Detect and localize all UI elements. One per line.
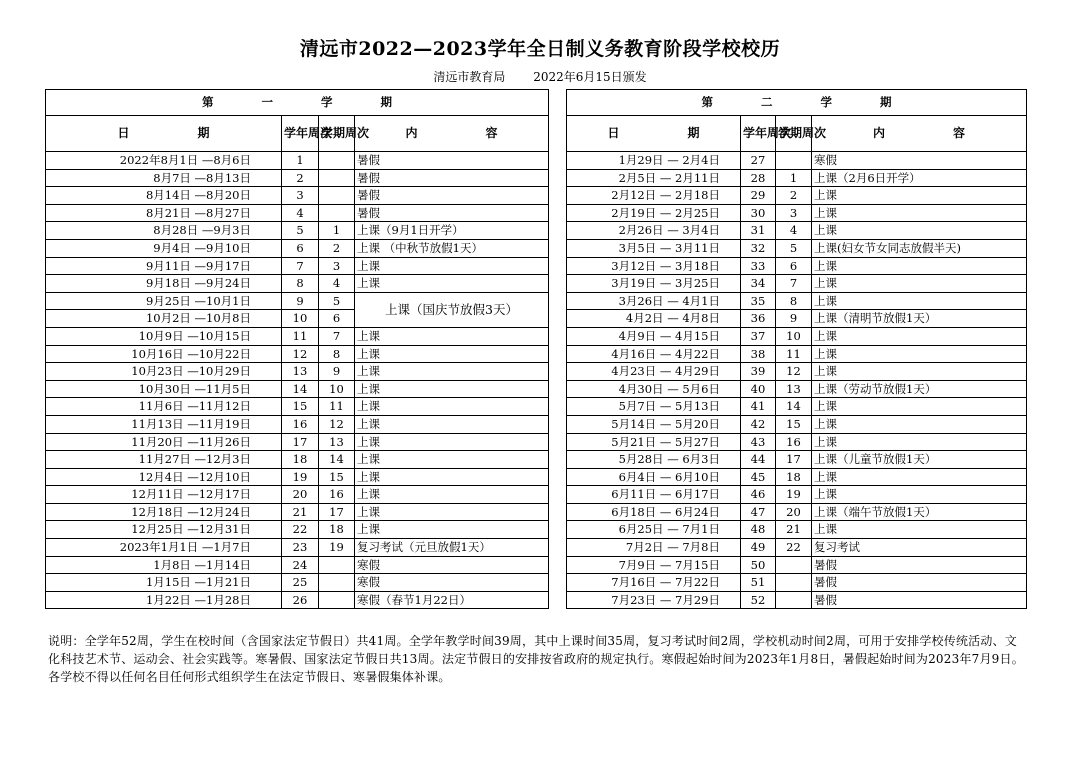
week-content: 上课 [812, 204, 1027, 222]
week-date-range: 6月25日 — 7月1日 [567, 521, 741, 539]
school-week-number: 13 [282, 363, 319, 381]
week-content: 上课（清明节放假1天） [812, 310, 1027, 328]
term-week-number: 13 [776, 380, 812, 398]
term-week-number [319, 591, 355, 609]
term-week-number: 22 [776, 539, 812, 557]
school-week-header: 学年周次 [741, 116, 776, 152]
week-date-range: 11月20日 —11月26日 [46, 433, 282, 451]
term-week-number: 5 [319, 292, 355, 310]
term-week-number [319, 169, 355, 187]
term-week-number: 6 [319, 310, 355, 328]
week-content: 上课 [355, 257, 549, 275]
week-date-range: 1月22日 —1月28日 [46, 591, 282, 609]
calendar-row [567, 169, 1027, 187]
calendar-row [46, 591, 549, 609]
week-content: 复习考试 [812, 539, 1027, 557]
week-content: 上课 [355, 468, 549, 486]
term-week-number: 12 [776, 363, 812, 381]
calendar-row [46, 539, 549, 557]
term-week-number [776, 591, 812, 609]
calendar-row [567, 503, 1027, 521]
school-week-number: 27 [741, 152, 776, 170]
week-content: 上课 [355, 415, 549, 433]
school-week-number: 22 [282, 521, 319, 539]
calendar-row [46, 574, 549, 592]
week-content: 上课 [812, 521, 1027, 539]
calendar-row [46, 503, 549, 521]
week-date-range: 6月11日 — 6月17日 [567, 486, 741, 504]
term-week-number: 14 [319, 451, 355, 469]
term-week-number: 16 [319, 486, 355, 504]
calendar-row [46, 398, 549, 416]
calendar-row [46, 345, 549, 363]
week-date-range: 8月21日 —8月27日 [46, 204, 282, 222]
calendar-row [567, 486, 1027, 504]
week-content: 寒假 [355, 574, 549, 592]
term-week-number [776, 152, 812, 170]
school-week-number: 50 [741, 556, 776, 574]
school-week-number: 38 [741, 345, 776, 363]
school-week-number: 51 [741, 574, 776, 592]
school-week-number: 17 [282, 433, 319, 451]
calendar-row [567, 292, 1027, 310]
week-content: 上课（2月6日开学） [812, 169, 1027, 187]
school-week-number: 7 [282, 257, 319, 275]
calendar-row [567, 239, 1027, 257]
week-content: 上课 [812, 468, 1027, 486]
week-date-range: 5月7日 — 5月13日 [567, 398, 741, 416]
term-week-number: 2 [319, 239, 355, 257]
school-week-number: 15 [282, 398, 319, 416]
calendar-row [567, 415, 1027, 433]
week-content: 上课(妇女节女同志放假半天) [812, 239, 1027, 257]
term-week-number: 3 [319, 257, 355, 275]
week-content: 上课（端午节放假1天） [812, 503, 1027, 521]
week-content: 上课 [812, 415, 1027, 433]
term-week-number: 11 [319, 398, 355, 416]
calendar-row [567, 556, 1027, 574]
term-week-number: 7 [776, 275, 812, 293]
week-date-range: 4月9日 — 4月15日 [567, 327, 741, 345]
calendar-row [46, 433, 549, 451]
week-content: 寒假 [355, 556, 549, 574]
school-week-number: 18 [282, 451, 319, 469]
calendar-row [567, 275, 1027, 293]
week-content: 上课 [355, 433, 549, 451]
week-date-range: 9月25日 —10月1日 [46, 292, 282, 310]
week-date-range: 1月29日 — 2月4日 [567, 152, 741, 170]
term2-title: 第二学期 [567, 90, 1027, 116]
week-date-range: 8月28日 —9月3日 [46, 222, 282, 240]
calendar-row [567, 310, 1027, 328]
term-week-number [319, 152, 355, 170]
week-date-range: 9月18日 —9月24日 [46, 275, 282, 293]
calendar-row [567, 468, 1027, 486]
calendar-row [567, 591, 1027, 609]
week-date-range: 9月4日 —9月10日 [46, 239, 282, 257]
term-week-number: 2 [776, 187, 812, 205]
school-week-number: 39 [741, 363, 776, 381]
week-date-range: 2月5日 — 2月11日 [567, 169, 741, 187]
week-content: 上课 [355, 451, 549, 469]
week-date-range: 7月16日 — 7月22日 [567, 574, 741, 592]
school-week-number: 5 [282, 222, 319, 240]
term-week-number [776, 574, 812, 592]
calendar-row [567, 204, 1027, 222]
week-content: 上课 [355, 345, 549, 363]
calendar-row [46, 257, 549, 275]
page-title: 清远市2022—2023学年全日制义务教育阶段学校校历 [299, 38, 781, 60]
week-content: 寒假 [812, 152, 1027, 170]
week-content: 上课 [812, 187, 1027, 205]
school-week-number: 2 [282, 169, 319, 187]
term-week-number: 1 [776, 169, 812, 187]
calendar-row [567, 574, 1027, 592]
calendar-row [46, 486, 549, 504]
calendar-row [567, 433, 1027, 451]
term2-table [566, 89, 1027, 609]
school-week-number: 41 [741, 398, 776, 416]
week-date-range: 2月19日 — 2月25日 [567, 204, 741, 222]
school-week-number: 14 [282, 380, 319, 398]
term-week-number: 13 [319, 433, 355, 451]
school-week-number: 37 [741, 327, 776, 345]
school-week-number: 16 [282, 415, 319, 433]
calendar-row [567, 398, 1027, 416]
term-week-number: 9 [319, 363, 355, 381]
school-week-number: 10 [282, 310, 319, 328]
week-content: 暑假 [355, 169, 549, 187]
week-content: 上课 [355, 486, 549, 504]
calendar-row [46, 363, 549, 381]
week-date-range: 5月28日 — 6月3日 [567, 451, 741, 469]
school-week-number: 25 [282, 574, 319, 592]
week-date-range: 5月21日 — 5月27日 [567, 433, 741, 451]
week-date-range: 2022年8月1日 —8月6日 [46, 152, 282, 170]
school-week-number: 9 [282, 292, 319, 310]
school-week-number: 11 [282, 327, 319, 345]
school-week-number: 1 [282, 152, 319, 170]
week-date-range: 8月7日 —8月13日 [46, 169, 282, 187]
term-week-number: 21 [776, 521, 812, 539]
week-date-range: 9月11日 —9月17日 [46, 257, 282, 275]
term-week-number: 3 [776, 204, 812, 222]
week-date-range: 12月18日 —12月24日 [46, 503, 282, 521]
calendar-row [46, 556, 549, 574]
school-week-number: 24 [282, 556, 319, 574]
week-date-range: 6月4日 — 6月10日 [567, 468, 741, 486]
calendar-row [46, 327, 549, 345]
week-date-range: 3月26日 — 4月1日 [567, 292, 741, 310]
calendar-row [567, 451, 1027, 469]
week-date-range: 3月19日 — 3月25日 [567, 275, 741, 293]
issuer: 清远市教育局 [433, 70, 506, 84]
school-week-number: 34 [741, 275, 776, 293]
calendar-row [46, 187, 549, 205]
term-week-number: 19 [776, 486, 812, 504]
term1-title: 第一学期 [46, 90, 549, 116]
term-week-number: 4 [319, 275, 355, 293]
school-week-number: 47 [741, 503, 776, 521]
calendar-row [46, 451, 549, 469]
school-week-number: 52 [741, 591, 776, 609]
term-week-header: 学期周次 [319, 116, 355, 152]
week-date-range: 10月9日 —10月15日 [46, 327, 282, 345]
week-content: 暑假 [355, 204, 549, 222]
calendar-row [46, 380, 549, 398]
week-content: 上课 [812, 275, 1027, 293]
term-week-number: 16 [776, 433, 812, 451]
week-content: 上课（儿童节放假1天） [812, 451, 1027, 469]
term-week-number: 7 [319, 327, 355, 345]
week-date-range: 11月13日 —11月19日 [46, 415, 282, 433]
term2-body [567, 152, 1027, 609]
term-week-number: 18 [319, 521, 355, 539]
calendar-row [46, 275, 549, 293]
week-content: 上课 [355, 521, 549, 539]
week-date-range: 10月16日 —10月22日 [46, 345, 282, 363]
school-week-number: 42 [741, 415, 776, 433]
term-week-number: 11 [776, 345, 812, 363]
calendar-row [567, 257, 1027, 275]
week-date-range: 5月14日 — 5月20日 [567, 415, 741, 433]
term-week-number [319, 556, 355, 574]
date-header: 日 期 [46, 116, 282, 152]
school-week-number: 48 [741, 521, 776, 539]
term1-body [46, 152, 549, 609]
week-date-range: 7月2日 — 7月8日 [567, 539, 741, 557]
week-content: 上课 [812, 292, 1027, 310]
week-date-range: 12月25日 —12月31日 [46, 521, 282, 539]
week-content: 暑假 [812, 556, 1027, 574]
week-content: 上课 [812, 433, 1027, 451]
calendar-row [567, 345, 1027, 363]
school-week-number: 49 [741, 539, 776, 557]
week-date-range: 10月23日 —10月29日 [46, 363, 282, 381]
calendar-row [567, 521, 1027, 539]
calendar-row [567, 327, 1027, 345]
calendar-row [567, 363, 1027, 381]
week-date-range: 7月9日 — 7月15日 [567, 556, 741, 574]
term-week-number: 5 [776, 239, 812, 257]
school-week-number: 8 [282, 275, 319, 293]
term-week-number: 18 [776, 468, 812, 486]
calendar-row [567, 222, 1027, 240]
school-week-number: 6 [282, 239, 319, 257]
term-week-number: 9 [776, 310, 812, 328]
week-content: 上课 [355, 275, 549, 293]
week-content: 上课 [355, 398, 549, 416]
week-content: 上课 [812, 257, 1027, 275]
school-week-number: 45 [741, 468, 776, 486]
term-week-number: 1 [319, 222, 355, 240]
week-content: 上课（劳动节放假1天） [812, 380, 1027, 398]
term-week-number: 8 [319, 345, 355, 363]
week-content: 上课 [812, 345, 1027, 363]
term-week-header: 学期周次 [776, 116, 812, 152]
term-week-number [319, 574, 355, 592]
calendar-row [567, 187, 1027, 205]
calendar-row [567, 539, 1027, 557]
term-week-number: 6 [776, 257, 812, 275]
week-content: 暑假 [355, 152, 549, 170]
calendar-row [46, 292, 549, 310]
week-date-range: 1月15日 —1月21日 [46, 574, 282, 592]
school-week-number: 35 [741, 292, 776, 310]
week-content: 上课 [812, 222, 1027, 240]
school-week-number: 29 [741, 187, 776, 205]
term-week-number: 15 [776, 415, 812, 433]
week-date-range: 7月23日 — 7月29日 [567, 591, 741, 609]
school-week-number: 20 [282, 486, 319, 504]
week-content: 上课 （中秋节放假1天） [355, 239, 549, 257]
term-week-number: 20 [776, 503, 812, 521]
term-week-number: 17 [776, 451, 812, 469]
week-date-range: 2023年1月1日 —1月7日 [46, 539, 282, 557]
week-content: 暑假 [355, 187, 549, 205]
school-week-number: 31 [741, 222, 776, 240]
week-date-range: 1月8日 —1月14日 [46, 556, 282, 574]
explanation-note: 说明：全学年52周，学生在校时间（含国家法定节假日）共41周。全学年教学时间39周，其中上课时间35周，复习考试时间2周，学校机动时间2周，可用于安排学校传统活动、文化科技艺术节、运动会、社会实践等。寒暑假、国家法定节假日共13周。法定节假日的安排按省政府的规定执行。寒假起始时间为2023年1月8日，暑假起始时间为2023年7月9日。各学校不得以任何名目任何形式组织学生在法定节假日、寒暑假集体补课。 [48, 634, 1024, 684]
school-week-number: 46 [741, 486, 776, 504]
date-header: 日 期 [567, 116, 741, 152]
term1-table [45, 89, 549, 609]
term-week-number: 10 [319, 380, 355, 398]
calendar-row [46, 204, 549, 222]
school-week-number: 33 [741, 257, 776, 275]
school-week-number: 3 [282, 187, 319, 205]
school-week-number: 28 [741, 169, 776, 187]
content-header: 内 容 [355, 116, 549, 152]
calendar-row [567, 380, 1027, 398]
school-week-number: 12 [282, 345, 319, 363]
school-week-number: 21 [282, 503, 319, 521]
calendar-row [46, 222, 549, 240]
week-content: 暑假 [812, 591, 1027, 609]
term-week-number [319, 204, 355, 222]
school-week-number: 36 [741, 310, 776, 328]
term-week-number: 10 [776, 327, 812, 345]
week-content: 上课 [355, 327, 549, 345]
week-date-range: 11月27日 —12月3日 [46, 451, 282, 469]
week-date-range: 10月2日 —10月8日 [46, 310, 282, 328]
week-date-range: 6月18日 — 6月24日 [567, 503, 741, 521]
school-week-number: 43 [741, 433, 776, 451]
week-content: 上课 [812, 363, 1027, 381]
calendar-row [46, 239, 549, 257]
school-week-number: 30 [741, 204, 776, 222]
week-content: 上课 [355, 380, 549, 398]
week-date-range: 2月12日 — 2月18日 [567, 187, 741, 205]
week-content: 上课 [812, 327, 1027, 345]
school-week-number: 4 [282, 204, 319, 222]
week-content: 上课（9月1日开学） [355, 222, 549, 240]
school-week-number: 23 [282, 539, 319, 557]
week-date-range: 11月6日 —11月12日 [46, 398, 282, 416]
week-date-range: 12月11日 —12月17日 [46, 486, 282, 504]
week-date-range: 10月30日 —11月5日 [46, 380, 282, 398]
school-week-number: 26 [282, 591, 319, 609]
school-week-number: 40 [741, 380, 776, 398]
term-week-number: 14 [776, 398, 812, 416]
content-header: 内 容 [812, 116, 1027, 152]
week-content: 上课 [355, 363, 549, 381]
week-content: 上课 [355, 503, 549, 521]
term-week-number: 15 [319, 468, 355, 486]
week-date-range: 4月2日 — 4月8日 [567, 310, 741, 328]
week-date-range: 12月4日 —12月10日 [46, 468, 282, 486]
week-content: 复习考试（元旦放假1天） [355, 539, 549, 557]
term-week-number [776, 556, 812, 574]
week-date-range: 3月5日 — 3月11日 [567, 239, 741, 257]
school-week-number: 19 [282, 468, 319, 486]
week-date-range: 4月16日 — 4月22日 [567, 345, 741, 363]
week-content: 上课（国庆节放假3天） [355, 292, 549, 327]
term-week-number: 12 [319, 415, 355, 433]
term-week-number: 17 [319, 503, 355, 521]
issuer-line [0, 68, 1080, 85]
school-week-number: 32 [741, 239, 776, 257]
issue-date: 2022年6月15日颁发 [533, 70, 647, 84]
term-week-number: 19 [319, 539, 355, 557]
week-content: 暑假 [812, 574, 1027, 592]
calendar-row [567, 152, 1027, 170]
calendar-row [46, 169, 549, 187]
school-week-number: 44 [741, 451, 776, 469]
week-date-range: 4月30日 — 5月6日 [567, 380, 741, 398]
calendar-row [46, 152, 549, 170]
term-week-number: 8 [776, 292, 812, 310]
week-date-range: 8月14日 —8月20日 [46, 187, 282, 205]
calendar-row [46, 468, 549, 486]
week-content: 上课 [812, 398, 1027, 416]
week-content: 上课 [812, 486, 1027, 504]
week-content: 寒假（春节1月22日） [355, 591, 549, 609]
calendar-row [46, 415, 549, 433]
term-week-number: 4 [776, 222, 812, 240]
school-week-header: 学年周次 [282, 116, 319, 152]
week-date-range: 3月12日 — 3月18日 [567, 257, 741, 275]
week-date-range: 4月23日 — 4月29日 [567, 363, 741, 381]
term-week-number [319, 187, 355, 205]
week-date-range: 2月26日 — 3月4日 [567, 222, 741, 240]
calendar-row [46, 521, 549, 539]
